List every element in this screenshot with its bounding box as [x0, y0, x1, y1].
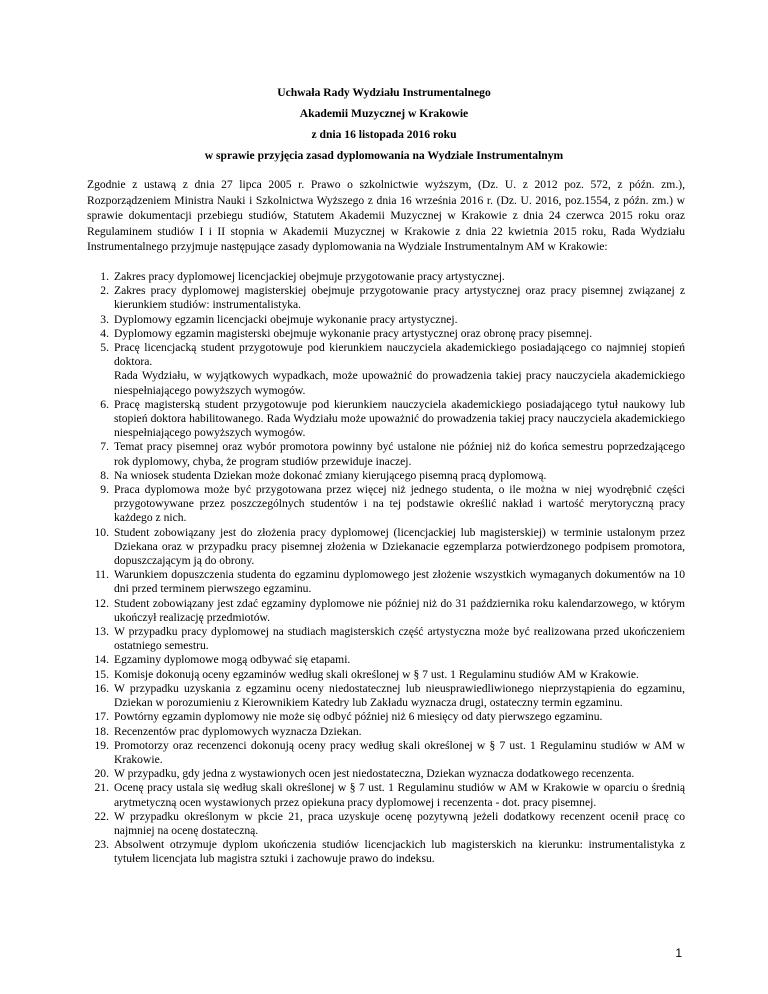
list-item: [87, 838, 685, 866]
list-item-text: W przypadku określonym w pkcie 21, praca uzyskuje ocenę pozytywną jeżeli dodatkowy recenzent ocenił pracę co najmniej na ocenę dostateczną.: [114, 809, 685, 837]
list-item-text: Zakres pracy dyplomowej licencjackiej obejmuje przygotowanie pracy artystycznej.: [114, 270, 505, 283]
page-number: 1: [675, 946, 682, 960]
list-item-number: 21.: [94, 781, 109, 795]
list-item-text: Komisje dokonują oceny egzaminów według skali określonej w § 7 ust. 1 Regulaminu studiów AM w Krakowie.: [114, 667, 639, 681]
list-item: [87, 810, 685, 838]
list-item: [87, 739, 685, 767]
list-item: [87, 526, 685, 569]
list-item-text: Promotorzy oraz recenzenci dokonują oceny pracy według skali określonej w § 7 ust. 1 Regulaminu studiów w AM w Krakowie.: [114, 738, 685, 766]
list-item: [87, 341, 685, 398]
list-item-text: W przypadku, gdy jedna z wystawionych ocen jest niedostateczna, Dziekan wyznacza dodatkowego recenzenta.: [114, 767, 635, 781]
list-item-text: Egzaminy dyplomowe mogą odbywać się etapami.: [114, 653, 351, 667]
list-item: [87, 398, 685, 441]
list-item-number: 9.: [100, 483, 109, 497]
list-item-number: 18.: [94, 724, 109, 738]
list-item-subtext: Rada Wydziału, w wyjątkowych wypadkach, może upoważnić do prowadzenia takiej pracy nauczyciela akademickiego niespełniającego powyższych wymogów.: [114, 369, 685, 397]
list-item: [87, 653, 685, 667]
list-item-number: 10.: [94, 525, 109, 539]
list-item: [87, 568, 685, 596]
list-item-text: Dyplomowy egzamin magisterski obejmuje wykonanie pracy artystycznej oraz obronę pracy pisemnej.: [114, 326, 593, 340]
list-item-number: 15.: [94, 667, 109, 681]
list-item: [87, 682, 685, 710]
document-header: [0, 82, 768, 166]
rules-list: [87, 270, 685, 867]
list-item: [87, 668, 685, 682]
list-item-number: 8.: [100, 468, 109, 482]
list-item-number: 22.: [94, 809, 109, 823]
list-item-text: Powtórny egzamin dyplomowy nie może się odbyć później niż 6 miesięcy od daty pierwszego egzaminu.: [114, 710, 603, 724]
list-item-text: Dyplomowy egzamin licencjacki obejmuje wykonanie pracy artystycznej.: [114, 312, 458, 326]
list-item-text: Student zobowiązany jest do złożenia pracy dyplomowej (licencjackiej lub magisterskiej) w terminie ustalonym przez Dziekana oraz w przypadku pracy pisemnej złożenia w Dziekanacie egzemplarza potwierdzonego podpisem promotora, dopuszczającym ją do obrony.: [114, 525, 685, 568]
list-item: [87, 781, 685, 809]
list-item-number: 13.: [94, 625, 109, 639]
list-item-text: Praca dyplomowa może być przygotowana przez więcej niż jednego studenta, o ile można w niej wyodrębnić części przygotowywane przez poszczególnych studentów i na tej podstawie określić nakład i wartość merytoryczną pracy każdego z nich.: [114, 483, 685, 525]
list-item-number: 3.: [100, 312, 109, 326]
header-line-1: Uchwała Rady Wydziału Instrumentalnego: [277, 86, 491, 99]
list-item-number: 11.: [94, 568, 109, 582]
list-item-number: 7.: [100, 440, 109, 454]
list-item-text: Ocenę pracy ustala się według skali określonej w § 7 ust. 1 Regulaminu studiów w AM w Krakowie w oparciu o średnią arytmetyczną ocen wystawionych przez opiekuna pracy dyplomowej i recenzenta - dot. pracy pisemnej.: [114, 781, 685, 809]
list-item: [87, 710, 685, 724]
list-item: [87, 313, 685, 327]
list-item-number: 17.: [94, 710, 109, 724]
list-item-number: 6.: [100, 397, 109, 411]
list-item: [87, 725, 685, 739]
list-item-number: 5.: [100, 341, 109, 355]
list-item-text: W przypadku pracy dyplomowej na studiach magisterskich część artystyczna może być realizowana przed ukończeniem ostatniego semestru.: [114, 625, 685, 653]
list-item-text: W przypadku uzyskania z egzaminu oceny niedostatecznej lub nieusprawiedliwionego nieprzystąpienia do egzaminu, Dziekan w porozumieniu z Kierownikiem Katedry lub Zakładu wyznacza drugi, ostateczny termin egzaminu.: [114, 681, 685, 710]
list-item: [87, 270, 685, 284]
list-item: [87, 625, 685, 653]
list-item: [87, 767, 685, 781]
intro-paragraph: Zgodnie z ustawą z dnia 27 lipca 2005 r. Prawo o szkolnictwie wyższym, (Dz. U. z 2012 poz. 572, z późn. zm.), Rozporządzeniem Ministra Nauki i Szkolnictwa Wyższego z dnia 16 września 2016 r. (Dz. U. 2016, poz.1554, z późn. zm.) w sprawie dokumentacji przebiegu studiów, Statutem Akademii Muzycznej w Krakowie z dnia 24 czerwca 2015 roku oraz Regulaminem studiów I i II stopnia w Akademii Muzycznej w Krakowie z dnia 22 kwietnia 2015 roku, Rada Wydziału Instrumentalnego przyjmuje następujące zasady dyplomowania na Wydziale Instrumentalnym AM w Krakowie:: [87, 178, 685, 254]
list-item-number: 19.: [94, 738, 109, 752]
list-item: [87, 597, 685, 625]
list-item-text: Na wniosek studenta Dziekan może dokonać zmiany kierującego pisemną pracą dyplomową.: [114, 468, 547, 482]
list-item-number: 23.: [94, 838, 109, 852]
list-item-text: Temat pracy pisemnej oraz wybór promotora powinny być ustalone nie później niż do końca semestru poprzedzającego rok dyplomowy, chyba, że program studiów przewiduje inaczej.: [114, 440, 685, 468]
list-item-number: 16.: [94, 681, 109, 695]
header-line-2: Akademii Muzycznej w Krakowie: [299, 107, 469, 120]
header-line-3: z dnia 16 listopada 2016 roku: [311, 128, 457, 141]
list-item: [87, 284, 685, 312]
list-item-text: Pracę magisterską student przygotowuje pod kierunkiem nauczyciela akademickiego posiadającego tytuł naukowy lub stopień doktora habilitowanego. Rada Wydziału może upoważnić do prowadzenia takiej pracy nauczyciela akademickiego niespełniającego powyższych wymogów.: [114, 397, 685, 440]
list-item-number: 12.: [94, 596, 109, 610]
list-item-text: Warunkiem dopuszczenia studenta do egzaminu dyplomowego jest złożenie wszystkich wymaganych dokumentów na 10 dni przed terminem pierwszego egzaminu.: [114, 568, 685, 596]
list-item-number: 1.: [100, 270, 109, 283]
list-item: [87, 469, 685, 483]
list-item-text: Pracę licencjacką student przygotowuje pod kierunkiem nauczyciela akademickiego posiadającego co najmniej stopień doktora.: [114, 341, 685, 369]
list-item-number: 14.: [94, 653, 109, 667]
list-item-text: Zakres pracy dyplomowej magisterskiej obejmuje przygotowanie pracy artystycznej oraz pracy pisemnej związanej z kierunkiem studiów: instrumentalistyka.: [114, 284, 685, 312]
list-item: [87, 483, 685, 526]
list-item-text: Recenzentów prac dyplomowych wyznacza Dziekan.: [114, 724, 362, 738]
list-item-text: Student zobowiązany jest zdać egzaminy dyplomowe nie później niż do 31 października roku kalendarzowego, w którym ukończył realizację przedmiotów.: [114, 596, 685, 624]
list-item-number: 2.: [100, 284, 109, 298]
list-item: [87, 327, 685, 341]
list-item-number: 4.: [100, 326, 109, 340]
list-item: [87, 440, 685, 468]
header-line-4: w sprawie przyjęcia zasad dyplomowania na Wydziale Instrumentalnym: [204, 149, 564, 162]
list-item-number: 20.: [94, 767, 109, 781]
list-item-text: Absolwent otrzymuje dyplom ukończenia studiów licencjackich lub magisterskich na kierunku: instrumentalistyka z tytułem licencjata lub magistra sztuki i zachowuje prawo do indeksu.: [114, 838, 685, 866]
